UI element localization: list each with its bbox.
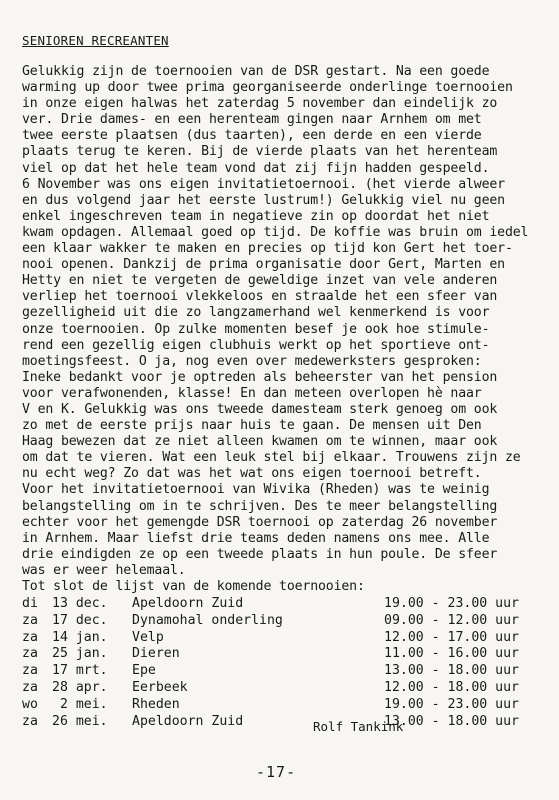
schedule-date: 13 dec.	[52, 596, 108, 611]
body-line: V en K. Gelukkig was ons tweede damesteam sterk genoeg om ook	[22, 401, 498, 417]
schedule-day: za	[22, 646, 38, 662]
body-line: Tot slot de lijst van de komende toernooien:	[22, 579, 365, 594]
article-body	[22, 64, 542, 595]
body-line: gezelligheid uit die zo langzamerhand wel kenmerkend is voor	[22, 305, 490, 321]
body-line: enkel ingeschreven team in negatieve zin op doordat het niet	[22, 208, 490, 224]
schedule-date: 14 jan.	[52, 629, 108, 645]
body-line: Haag bewezen dat ze niet alleen kwamen om te winnen, maar ook	[22, 434, 498, 450]
section-heading: SENIOREN RECREANTEN	[22, 33, 169, 48]
body-line: zo met de eerste prijs naar huis te gaan. De mensen uit Den	[22, 418, 482, 434]
schedule-day: za	[22, 612, 38, 628]
body-line: ver. Drie dames- en een herenteam gingen naar Arnhem om met	[22, 112, 482, 128]
body-line: drie eindigden ze op een tweede plaats in hun poule. De sfeer	[22, 546, 498, 562]
body-line: een klaar wakker te maken en precies op tijd kon Gert het toer-	[22, 241, 513, 257]
schedule-date: 2 mei.	[52, 696, 108, 712]
schedule-day: di	[22, 596, 38, 611]
body-line: 6 November was ons eigen invitatietoernooi. (het vierde alweer	[22, 176, 505, 192]
body-line: in onze eigen halwas het zaterdag 5 november dan eindelijk zo	[22, 96, 498, 112]
page-number: -17-	[256, 763, 297, 781]
schedule-day: za	[22, 679, 38, 695]
body-line: verliep het toernooi vlekkeloos en straalde het een sfeer van	[22, 289, 498, 305]
schedule-time: 11.00 - 16.00 uur	[384, 646, 519, 662]
schedule-time: 19.00 - 23.00 uur	[384, 596, 519, 611]
schedule-row	[22, 646, 532, 663]
body-line: Voor het invitatietoernooi van Wivika (Rheden) was te weinig	[22, 482, 490, 498]
schedule-time: 13.00 - 18.00 uur	[384, 663, 519, 679]
author-signature: Rolf Tankink	[313, 719, 404, 734]
schedule-date: 26 mei.	[52, 713, 108, 729]
tournament-schedule	[22, 596, 532, 730]
body-line: nu echt weg? Zo dat was het wat ons eigen toernooi betreft.	[22, 466, 482, 482]
body-line: kwam opdagen. Allemaal goed op tijd. De koffie was bruin om iedel	[22, 224, 529, 240]
body-line: rend een gezellig eigen clubhuis werkt op het sportieve ont-	[22, 337, 490, 353]
schedule-place: Dynamohal onderling	[132, 612, 283, 628]
body-line: echter voor het gemengde DSR toernooi op zaterdag 26 november	[22, 514, 498, 530]
schedule-place: Apeldoorn Zuid	[132, 713, 244, 729]
schedule-time: 19.00 - 23.00 uur	[384, 696, 519, 712]
body-line: om dat te vieren. Wat een leuk stel bij elkaar. Trouwens zijn ze	[22, 450, 521, 466]
schedule-place: Epe	[132, 663, 156, 679]
schedule-time: 12.00 - 18.00 uur	[384, 679, 519, 695]
body-line: onze toernooien. Op zulke momenten besef je ook hoe stimule-	[22, 321, 490, 337]
schedule-row	[22, 680, 532, 697]
body-line: belangstelling om in te schrijven. Des te meer belangstelling	[22, 498, 498, 514]
body-line: Gelukkig zijn de toernooien van de DSR gestart. Na een goede	[22, 64, 490, 79]
schedule-day: wo	[22, 696, 38, 712]
body-line: viel op dat het hele team vond dat zij fijn hadden gespeeld.	[22, 160, 490, 176]
schedule-row	[22, 697, 532, 714]
body-line: warming up door twee prima georganiseerde onderlinge toernooien	[22, 80, 513, 96]
body-line: nooi openen. Dankzij de prima organisatie door Gert, Marten en	[22, 257, 505, 273]
body-line: was er weer helemaal.	[22, 562, 186, 578]
schedule-time: 12.00 - 17.00 uur	[384, 629, 519, 645]
body-line: moetingsfeest. O ja, nog even over medewerksters gesproken:	[22, 353, 482, 369]
schedule-date: 25 jan.	[52, 646, 108, 662]
schedule-date: 17 dec.	[52, 612, 108, 628]
schedule-row	[22, 714, 532, 731]
schedule-row	[22, 630, 532, 647]
body-line: twee eerste plaatsen (dus taarten), een derde en een vierde	[22, 128, 482, 144]
schedule-date: 28 apr.	[52, 679, 108, 695]
schedule-place: Rheden	[132, 696, 180, 712]
schedule-day: za	[22, 713, 38, 729]
body-line: en dus volgend jaar het eerste lustrum!) Gelukkig viel nu geen	[22, 192, 505, 208]
body-line: voor verafwonenden, klasse! En dan meteen overlopen hè naar	[22, 385, 482, 401]
schedule-place: Dieren	[132, 646, 180, 662]
schedule-date: 17 mrt.	[52, 663, 108, 679]
schedule-row	[22, 613, 532, 630]
schedule-day: za	[22, 663, 38, 679]
schedule-place: Apeldoorn Zuid	[132, 596, 244, 611]
body-line: Hetty en niet te vergeten de geweldige inzet van vele anderen	[22, 273, 498, 289]
schedule-row	[22, 663, 532, 680]
schedule-time: 09.00 - 12.00 uur	[384, 612, 519, 628]
schedule-time: 13.00 - 18.00 uur	[384, 713, 519, 729]
body-line: in Arnhem. Maar liefst drie teams deden namens ons mee. Alle	[22, 530, 490, 546]
schedule-row	[22, 596, 532, 613]
schedule-day: za	[22, 629, 38, 645]
body-line: Ineke bedankt voor je optreden als beheerster van het pension	[22, 369, 498, 385]
schedule-place: Eerbeek	[132, 679, 188, 695]
schedule-place: Velp	[132, 629, 164, 645]
body-line: plaats terug te keren. Bij de vierde plaats van het herenteam	[22, 144, 498, 160]
